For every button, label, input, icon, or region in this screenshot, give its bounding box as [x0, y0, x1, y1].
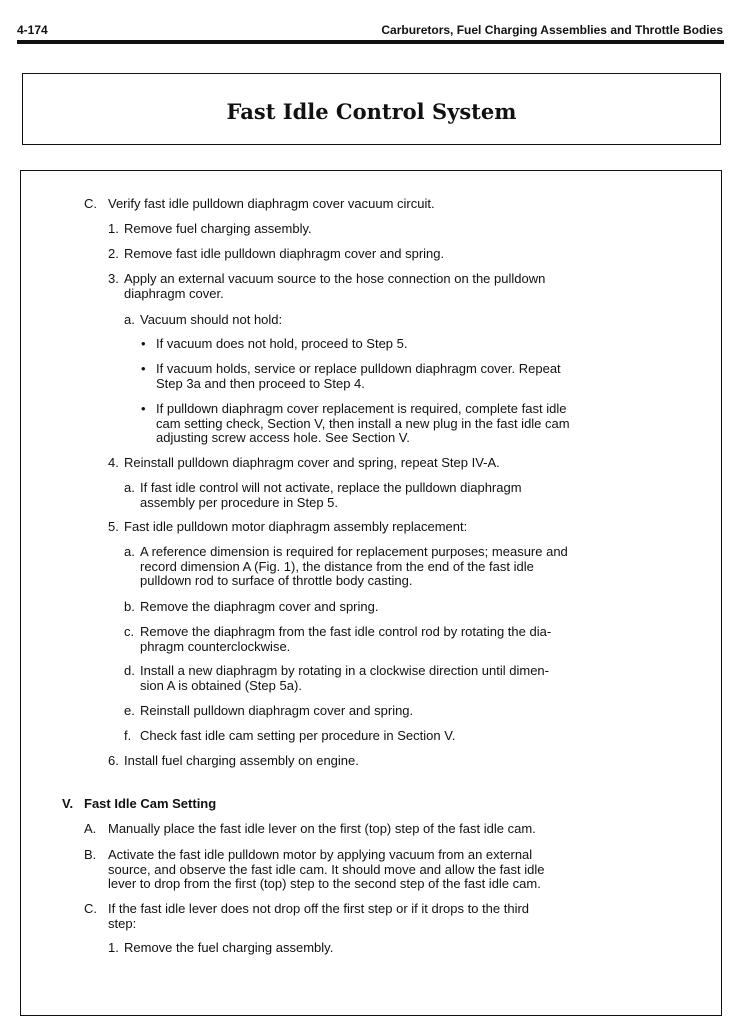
section-heading — [62, 797, 682, 812]
list-item — [84, 902, 704, 931]
item-text: Fast idle pulldown motor diaphragm assembly replacement: — [124, 519, 468, 534]
bullet-icon: • — [141, 361, 146, 376]
item-label: b. — [124, 599, 135, 614]
title-box — [22, 73, 721, 145]
item-label: c. — [124, 624, 135, 639]
item-label: V. — [62, 796, 74, 811]
item-label: 5. — [108, 519, 119, 534]
item-label: A. — [84, 821, 97, 836]
list-item — [141, 337, 696, 352]
item-label: d. — [124, 663, 135, 678]
item-text: Install fuel charging assembly on engine. — [124, 753, 359, 768]
item-text: If vacuum holds, service or replace pulldown diaphragm cover. Repeat Step 3a and then proceed to Step 4. — [156, 361, 561, 391]
item-text: If vacuum does not hold, proceed to Step 5. — [156, 336, 408, 351]
list-item — [84, 197, 684, 212]
list-item — [124, 625, 694, 654]
item-text: Fast Idle Cam Setting — [84, 796, 217, 811]
list-item — [84, 848, 704, 892]
list-item — [108, 272, 698, 301]
item-label: 1. — [108, 940, 119, 955]
item-text: If fast idle control will not activate, replace the pulldown diaphragm assembly per procedure in Step 5. — [140, 480, 522, 510]
list-item — [108, 754, 698, 769]
item-text: Remove fuel charging assembly. — [124, 221, 312, 236]
list-item — [124, 545, 694, 589]
item-label: 2. — [108, 246, 119, 261]
item-label: C. — [84, 901, 97, 916]
list-item — [108, 941, 698, 956]
item-label: 6. — [108, 753, 119, 768]
item-text: Install a new diaphragm by rotating in a clockwise direction until dimen- sion A is obtained (Step 5a). — [140, 663, 549, 693]
item-text: Remove the diaphragm cover and spring. — [140, 599, 379, 614]
item-text: If pulldown diaphragm cover replacement is required, complete fast idle cam setting check, Section V, then install a new plug in the fast idle cam adjusting screw access hole. See Section V. — [156, 401, 570, 445]
item-text: Reinstall pulldown diaphragm cover and spring, repeat Step IV-A. — [124, 455, 500, 470]
item-text: Apply an external vacuum source to the hose connection on the pulldown diaphragm cover. — [124, 271, 546, 301]
item-label: a. — [124, 480, 135, 495]
list-item — [141, 362, 696, 391]
list-item — [124, 704, 694, 719]
item-label: a. — [124, 544, 135, 559]
bullet-icon: • — [141, 401, 146, 416]
list-item — [124, 313, 694, 328]
item-text: If the fast idle lever does not drop off the first step or if it drops to the third step: — [108, 901, 530, 931]
list-item — [124, 481, 694, 510]
page-title: Fast Idle Control System — [226, 99, 517, 124]
list-item — [141, 402, 696, 446]
list-item — [108, 222, 698, 237]
item-text: Vacuum should not hold: — [140, 312, 283, 327]
item-label: 1. — [108, 221, 119, 236]
item-text: Remove fast idle pulldown diaphragm cover and spring. — [124, 246, 445, 261]
item-text: Remove the fuel charging assembly. — [124, 940, 334, 955]
item-text: Remove the diaphragm from the fast idle control rod by rotating the dia- phragm counterclockwise. — [140, 624, 552, 654]
item-text: Verify fast idle pulldown diaphragm cover vacuum circuit. — [108, 196, 435, 211]
item-label: 3. — [108, 271, 119, 286]
list-item — [108, 247, 698, 262]
list-item — [124, 600, 694, 615]
item-label: 4. — [108, 455, 119, 470]
item-text: Manually place the fast idle lever on the first (top) step of the fast idle cam. — [108, 821, 536, 836]
item-text: Activate the fast idle pulldown motor by applying vacuum from an external source, and observe the fast idle cam. It should move and allow the fast idle lever to drop from the first (top) step to the second step of the fast idle cam. — [108, 847, 545, 891]
running-header: Carburetors, Fuel Charging Assemblies and Throttle Bodies — [381, 23, 723, 37]
item-label: a. — [124, 312, 135, 327]
list-item — [124, 729, 694, 744]
item-text: Check fast idle cam setting per procedure in Section V. — [140, 728, 456, 743]
item-text: A reference dimension is required for replacement purposes; measure and record dimension A (Fig. 1), the distance from the end of the fast idle pulldown rod to surface of throttle body casting. — [140, 544, 568, 588]
list-item — [84, 822, 704, 837]
list-item — [124, 664, 694, 693]
item-label: C. — [84, 196, 97, 211]
item-label: B. — [84, 847, 97, 862]
header-rule — [17, 40, 724, 44]
item-text: Reinstall pulldown diaphragm cover and spring. — [140, 703, 414, 718]
list-item — [108, 456, 698, 471]
bullet-icon: • — [141, 336, 146, 351]
item-label: f. — [124, 728, 132, 743]
item-label: e. — [124, 703, 135, 718]
list-item — [108, 520, 698, 535]
page-number: 4-174 — [17, 23, 48, 37]
